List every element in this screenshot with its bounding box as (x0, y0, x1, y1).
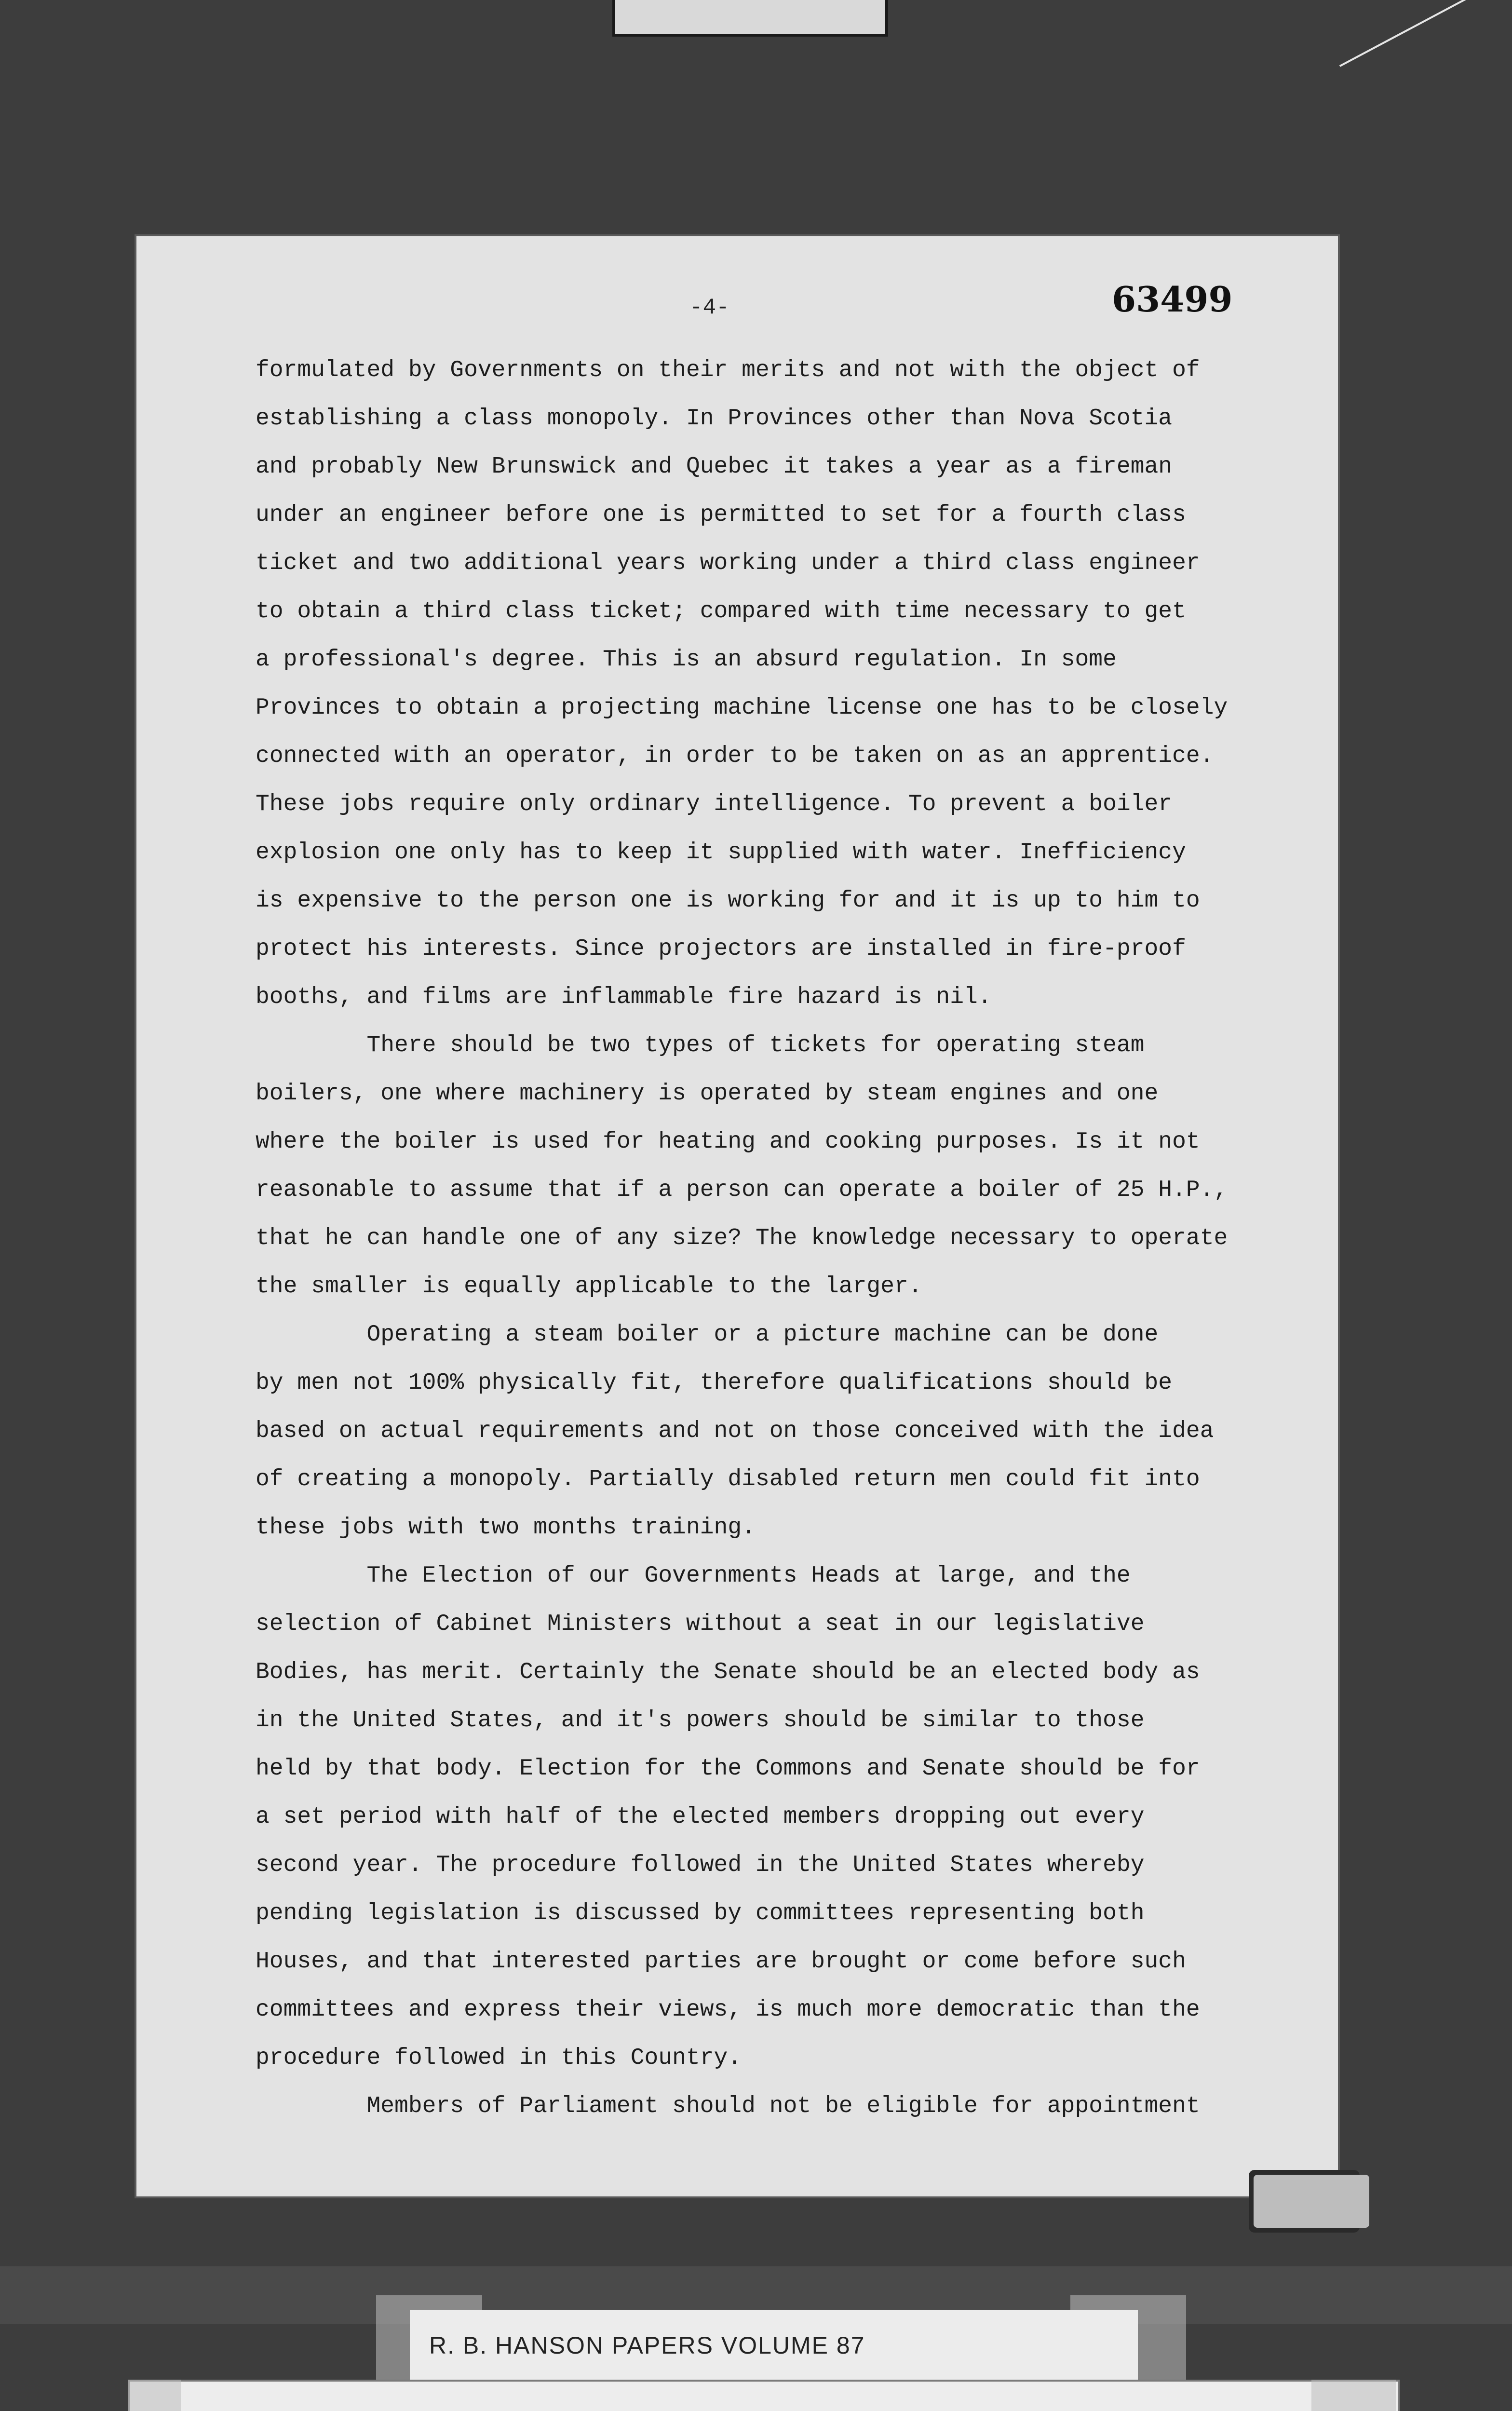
document-number: 63499 (1112, 279, 1233, 320)
text-line: explosion one only has to keep it supplied with water. Inefficiency (256, 840, 1186, 866)
text-line: Members of Parliament should not be eligible for appointment (256, 2093, 1200, 2119)
text-line: held by that body. Election for the Commons and Senate should be for (256, 1756, 1200, 1782)
text-line: and probably New Brunswick and Quebec it takes a year as a fireman (256, 454, 1173, 480)
text-line: establishing a class monopoly. In Provinces other than Nova Scotia (256, 406, 1173, 432)
text-line: to obtain a third class ticket; compared with time necessary to get (256, 598, 1186, 624)
page-number: -4- (689, 295, 729, 320)
text-line: these jobs with two months training. (256, 1515, 756, 1541)
text-line: pending legislation is discussed by committees representing both (256, 1900, 1145, 1926)
text-line: ticket and two additional years working under a third class engineer (256, 550, 1200, 576)
text-line: procedure followed in this Country. (256, 2045, 742, 2071)
text-line: The Election of our Governments Heads at large, and the (256, 1563, 1131, 1589)
text-line: There should be two types of tickets for operating steam (256, 1032, 1145, 1058)
frame-top-tab (612, 0, 888, 37)
text-line: is expensive to the person one is working for and it is up to him to (256, 888, 1200, 914)
text-line: committees and express their views, is much more democratic than the (256, 1997, 1200, 2023)
body-text (256, 346, 1297, 2130)
text-line: of creating a monopoly. Partially disabled return men could fit into (256, 1466, 1200, 1492)
text-line: Houses, and that interested parties are brought or come before such (256, 1949, 1186, 1975)
text-line: by men not 100% physically fit, therefore qualifications should be (256, 1370, 1173, 1396)
text-line: formulated by Governments on their merits and not with the object of (256, 357, 1200, 383)
text-line: reasonable to assume that if a person can operate a boiler of 25 H.P., (256, 1177, 1228, 1203)
frame-scratch (1339, 0, 1476, 67)
text-line: under an engineer before one is permitted to set for a fourth class (256, 502, 1186, 528)
tape-card-left (128, 2380, 181, 2411)
text-line: where the boiler is used for heating and cooking purposes. Is it not (256, 1129, 1200, 1155)
text-line: Provinces to obtain a projecting machine license one has to be closely (256, 695, 1228, 721)
text-line: booths, and films are inflammable fire hazard is nil. (256, 984, 992, 1010)
text-line: the smaller is equally applicable to the larger. (256, 1273, 922, 1300)
text-line: second year. The procedure followed in the United States whereby (256, 1852, 1145, 1878)
text-line: boilers, one where machinery is operated by steam engines and one (256, 1081, 1159, 1107)
volume-label-text: R. B. HANSON PAPERS VOLUME 87 (429, 2332, 865, 2359)
text-line: Operating a steam boiler or a picture machine can be done (256, 1322, 1159, 1348)
text-line: Bodies, has merit. Certainly the Senate should be an elected body as (256, 1659, 1200, 1685)
text-line: in the United States, and it's powers should be similar to those (256, 1707, 1145, 1734)
text-line: selection of Cabinet Ministers without a seat in our legislative (256, 1611, 1145, 1637)
text-line: protect his interests. Since projectors are installed in fire-proof (256, 936, 1186, 962)
text-line: These jobs require only ordinary intelligence. To prevent a boiler (256, 791, 1173, 817)
paper-clip-inner (1254, 2175, 1369, 2228)
text-line: connected with an operator, in order to be taken on as an apprentice. (256, 743, 1214, 769)
text-line: a professional's degree. This is an absurd regulation. In some (256, 647, 1117, 673)
text-line: based on actual requirements and not on those conceived with the idea (256, 1418, 1214, 1444)
text-line: that he can handle one of any size? The knowledge necessary to operate (256, 1225, 1228, 1251)
tape-card-right (1311, 2380, 1396, 2411)
text-line: a set period with half of the elected members dropping out every (256, 1804, 1145, 1830)
archive-card (128, 2380, 1400, 2411)
